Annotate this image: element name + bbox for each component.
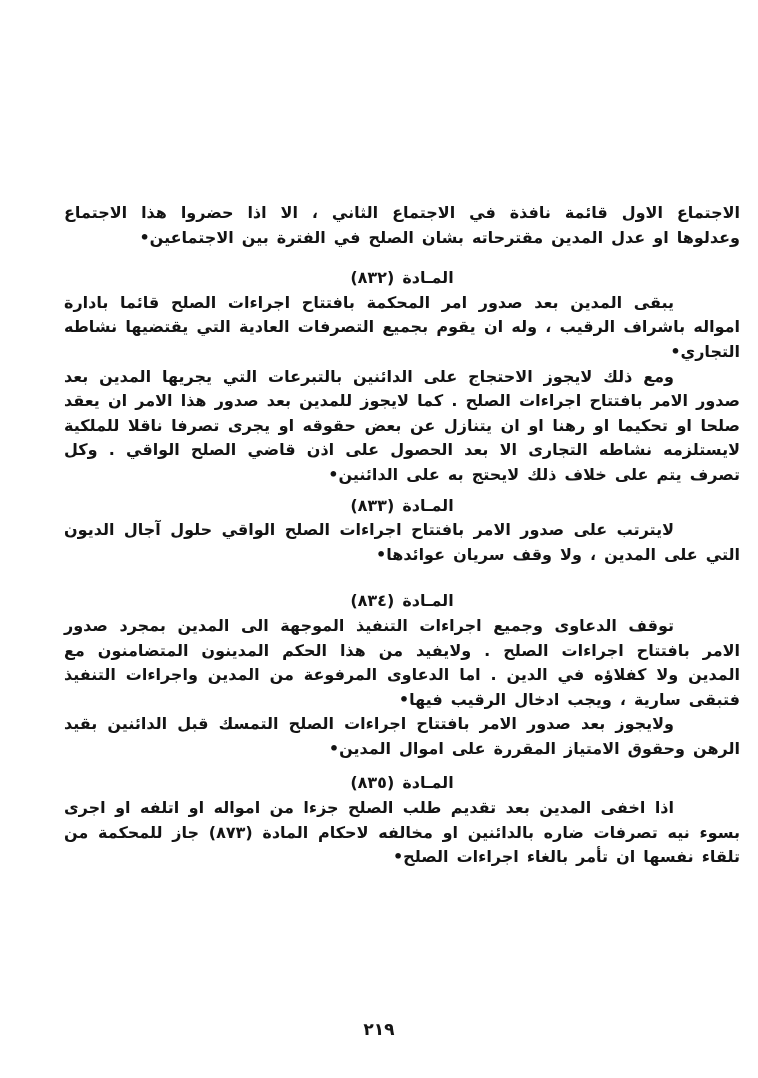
text-column xyxy=(64,201,740,870)
page-number: ٢١٩ xyxy=(363,1020,395,1040)
article-832-paragraph-1: يبقى المدين بعد صدور امر المحكمة بافتتاح اجراءات الصلح قائما بادارة امواله باشراف الرقيب ، وله ان يقوم بجميع التصرفات العادية التي يقتضيها نشاطه التجاري• xyxy=(64,292,740,361)
article-833-paragraph-1: لايترتب على صدور الامر بافتتاح اجراءات الصلح الواقي حلول آجال الديون التي على المدين ، ولا وقف سريان عوائدها• xyxy=(64,520,740,564)
article-834-heading: المـادة (٨٣٤) xyxy=(350,591,454,611)
article-832-heading: المـادة (٨٣٢) xyxy=(350,268,454,288)
article-832-paragraph-2: ومع ذلك لايجوز الاحتجاج على الدائنين بالتبرعات التي يجريها المدين بعد صدور الامر بافتتاح اجراءات الصلح . كما لايجوز للمدين بعد صدور هذا الامر ان يعقد صلحا او تحكيما او رهنا او ان يتنازل عن بعض حقوقه او يجرى تصرفا ناقلا للملكية لايستلزمه نشاطه التجارى الا بعد الحصول على اذن قاضي الصلح الواقي . وكل تصرف يتم على خلاف ذلك لايحتج به على الدائنين• xyxy=(64,366,740,484)
article-835-heading: المـادة (٨٣٥) xyxy=(350,773,454,793)
article-834-paragraph-2: ولايجوز بعد صدور الامر بافتتاح اجراءات الصلح التمسك قبل الدائنين بقيد الرهن وحقوق الامتياز المقررة على اموال المدين• xyxy=(64,714,740,758)
continuation-paragraph: الاجتماع الاول قائمة نافذة في الاجتماع الثاني ، الا اذا حضروا هذا الاجتماع وعدلوها او عدل المدين مقترحاته بشان الصلح في الفترة بين الاجتماعين• xyxy=(64,203,740,247)
article-834-paragraph-1: توقف الدعاوى وجميع اجراءات التنفيذ الموجهة الى المدين بمجرد صدور الامر بافتتاح اجراءات الصلح . ولايفيد من هذا الحكم المدينون المتضامنون مع المدين ولا كفلاؤه في الدين . اما الدعاوى المرفوعة من المدين واجراءات التنفيذ فتبقى سارية ، ويجب ادخال الرقيب فيها• xyxy=(64,615,740,709)
article-835-paragraph-1: اذا اخفى المدين بعد تقديم طلب الصلح جزءا من امواله او اتلفه او اجرى بسوء نيه تصرفات ضاره بالدائنين او مخالفه لاحكام المادة (٨٧٣) جاز للمحكمة من تلقاء نفسها ان تأمر بالغاء اجراءات الصلح• xyxy=(64,798,740,867)
article-833-heading: المـادة (٨٣٣) xyxy=(350,495,454,515)
